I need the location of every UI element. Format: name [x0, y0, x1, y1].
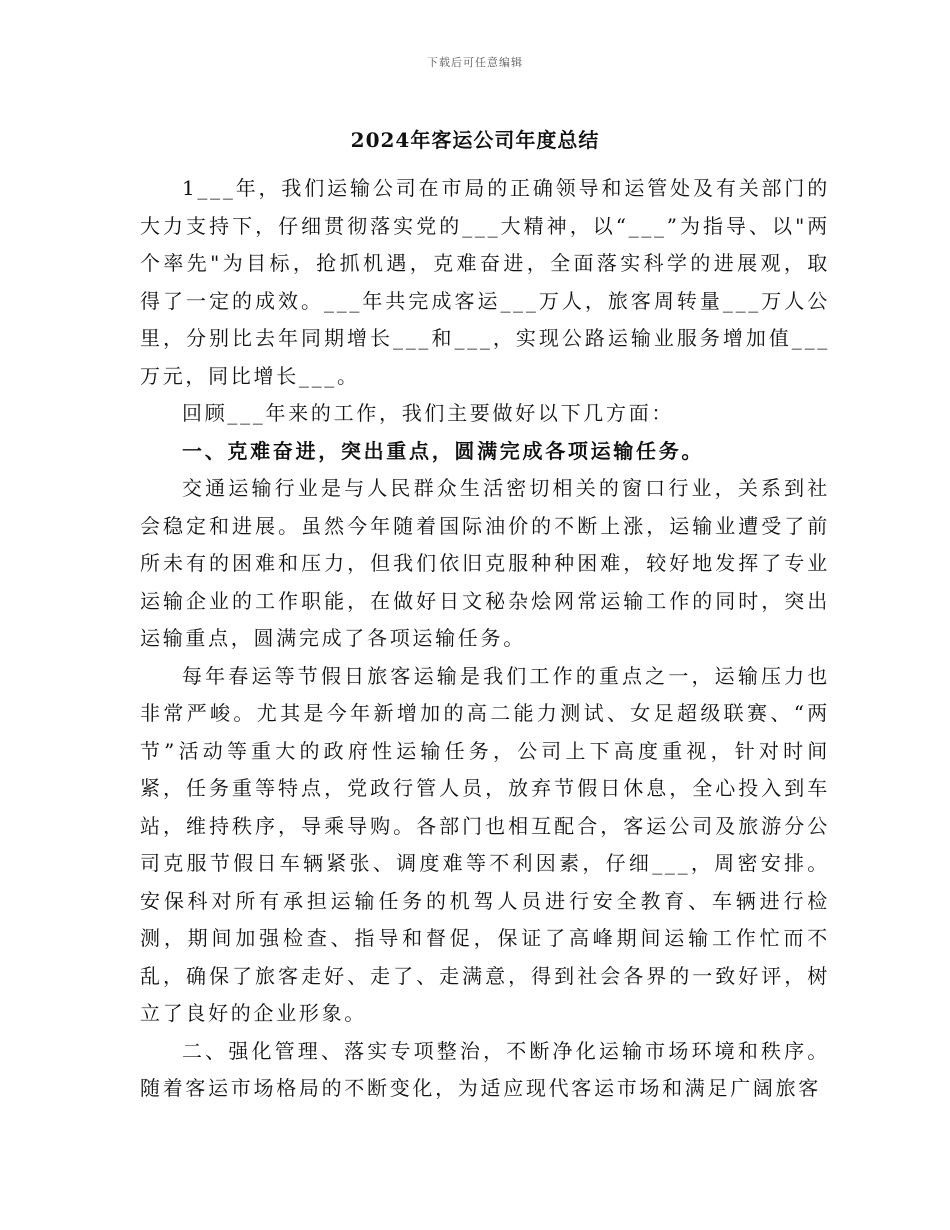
- document-body: [140, 170, 830, 1108]
- section-heading-1: 一、克难奋进，突出重点，圆满完成各项运输任务。: [182, 438, 705, 463]
- paragraph-intro: 1___年，我们运输公司在市局的正确领导和运管处及有关部门的大力支持下，仔细贯彻落实党的___大精神，以“___”为指导、以"两个率先"为目标，抢抓机遇，克难奋进，全面落实科学的进展观，取得了一定的成效。___年共完成客运___万人，旅客周转量___万人公里，分别比去年同期增长___和___，实现公路运输业服务增加值___万元，同比增长___。: [140, 176, 830, 388]
- paragraph-review: 回顾___年来的工作，我们主要做好以下几方面：: [182, 401, 675, 425]
- paragraph-transport-industry: 交通运输行业是与人民群众生活密切相关的窗口行业，关系到社会稳定和进展。虽然今年随着国际油价的不断上涨，运输业遭受了前所未有的困难和压力，但我们依旧克服种种困难，较好地发挥了专业运输企业的工作职能，在做好日文秘杂烩网常运输工作的同时，突出运输重点，圆满完成了各项运输任务。: [140, 476, 830, 650]
- header-note: 下载后可任意编辑: [427, 56, 523, 69]
- paragraph-holiday-transport: 每年春运等节假日旅客运输是我们工作的重点之一，运输压力也非常严峻。尤其是今年新增加的高二能力测试、女足超级联赛、“两节”活动等重大的政府性运输任务，公司上下高度重视，针对时间紧，任务重等特点，党政行管人员，放弃节假日休息，全心投入到车站，维持秩序，导乘导购。各部门也相互配合，客运公司及旅游分公司克服节假日车辆紧张、调度难等不利因素，仔细___，周密安排。安保科对所有承担运输任务的机驾人员进行安全教育、车辆进行检测，期间加强检查、指导和督促，保证了高峰期间运输工作忙而不乱，确保了旅客走好、走了、走满意，得到社会各界的一致好评，树立了良好的企业形象。: [140, 663, 830, 1025]
- section-heading-2-paragraph: 二、强化管理、落实专项整治，不断净化运输市场环境和秩序。随着客运市场格局的不断变化，为适应现代客运市场和满足广阔旅客: [140, 1038, 830, 1100]
- document-title: 2024年客运公司年度总结: [350, 128, 600, 152]
